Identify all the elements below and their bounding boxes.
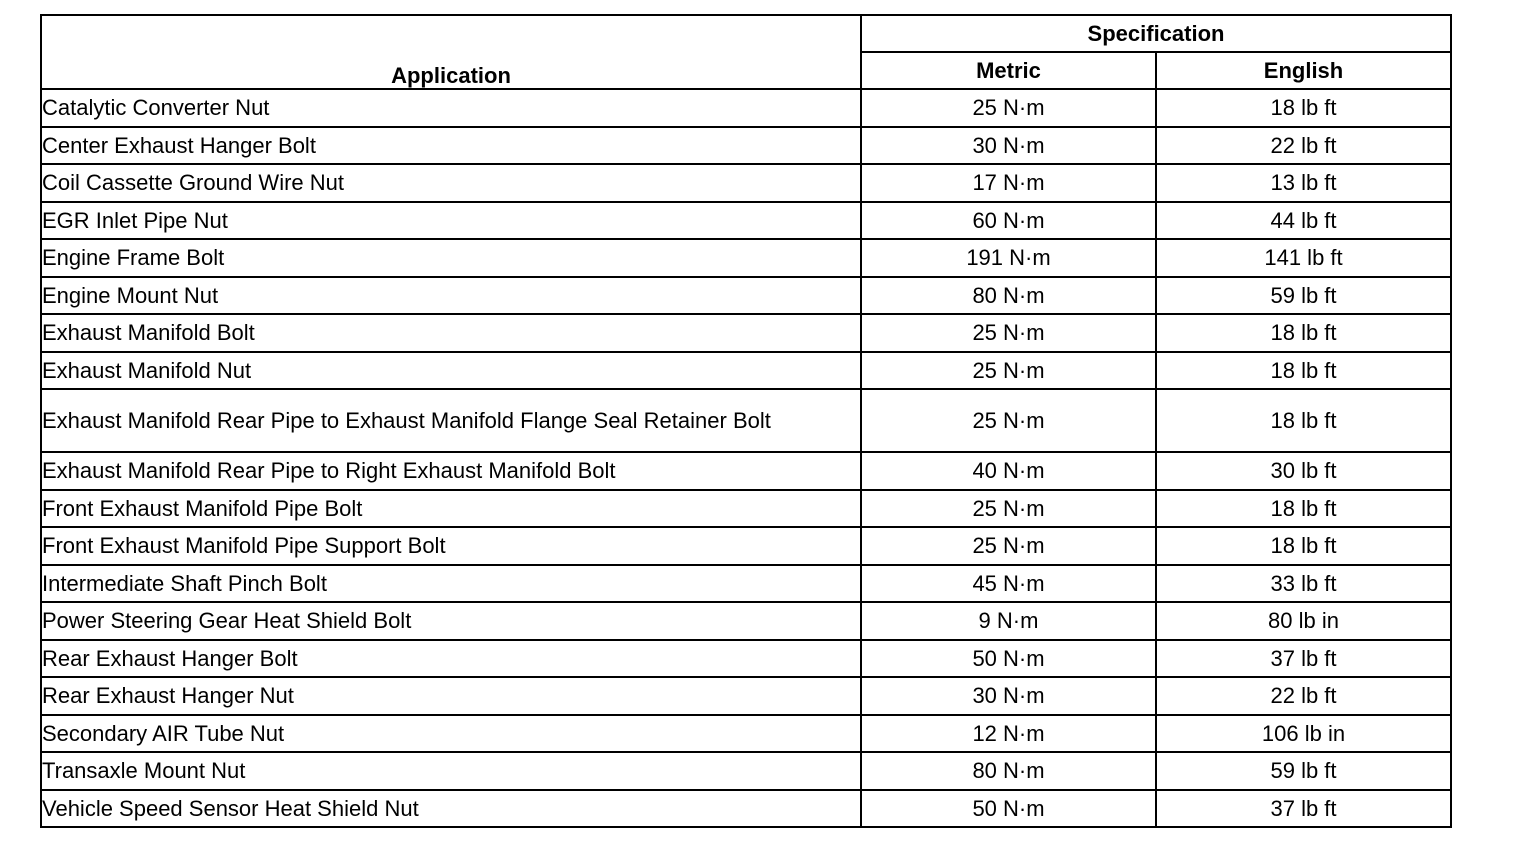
table-row [41, 490, 1451, 528]
english-cell: 13 lb ft [1156, 164, 1451, 202]
metric-cell: 40 N·m [861, 452, 1156, 490]
english-cell: 59 lb ft [1156, 277, 1451, 315]
table-row [41, 790, 1451, 828]
table-row [41, 89, 1451, 127]
metric-cell: 12 N·m [861, 715, 1156, 753]
english-cell: 18 lb ft [1156, 352, 1451, 390]
table-row [41, 602, 1451, 640]
table-row [41, 352, 1451, 390]
table-row [41, 314, 1451, 352]
application-cell: Exhaust Manifold Rear Pipe to Right Exhaust Manifold Bolt [41, 452, 861, 490]
metric-cell: 80 N·m [861, 752, 1156, 790]
metric-cell: 17 N·m [861, 164, 1156, 202]
application-cell: Engine Mount Nut [41, 277, 861, 315]
metric-cell: 80 N·m [861, 277, 1156, 315]
table-row [41, 127, 1451, 165]
table-row [41, 565, 1451, 603]
table-row [41, 202, 1451, 240]
english-cell: 18 lb ft [1156, 89, 1451, 127]
metric-cell: 9 N·m [861, 602, 1156, 640]
metric-cell: 25 N·m [861, 527, 1156, 565]
metric-cell: 50 N·m [861, 640, 1156, 678]
english-cell: 33 lb ft [1156, 565, 1451, 603]
table-row [41, 389, 1451, 452]
application-cell: Engine Frame Bolt [41, 239, 861, 277]
table-row [41, 752, 1451, 790]
english-cell: 59 lb ft [1156, 752, 1451, 790]
application-cell: Exhaust Manifold Rear Pipe to Exhaust Manifold Flange Seal Retainer Bolt [41, 389, 861, 452]
application-cell: Exhaust Manifold Bolt [41, 314, 861, 352]
torque-spec-table [40, 14, 1452, 828]
english-cell: 18 lb ft [1156, 490, 1451, 528]
application-cell: Secondary AIR Tube Nut [41, 715, 861, 753]
english-cell: 37 lb ft [1156, 640, 1451, 678]
metric-cell: 25 N·m [861, 389, 1156, 452]
english-cell: 80 lb in [1156, 602, 1451, 640]
application-cell: Rear Exhaust Hanger Bolt [41, 640, 861, 678]
english-cell: 22 lb ft [1156, 677, 1451, 715]
table-row [41, 452, 1451, 490]
metric-cell: 30 N·m [861, 127, 1156, 165]
application-cell: Transaxle Mount Nut [41, 752, 861, 790]
header-application: Application [41, 15, 861, 89]
metric-cell: 191 N·m [861, 239, 1156, 277]
english-cell: 44 lb ft [1156, 202, 1451, 240]
english-cell: 18 lb ft [1156, 314, 1451, 352]
english-cell: 18 lb ft [1156, 389, 1451, 452]
table-row [41, 640, 1451, 678]
header-metric: Metric [861, 52, 1156, 89]
metric-cell: 30 N·m [861, 677, 1156, 715]
application-cell: Coil Cassette Ground Wire Nut [41, 164, 861, 202]
application-cell: Exhaust Manifold Nut [41, 352, 861, 390]
table-body [41, 89, 1451, 827]
header-specification: Specification [861, 15, 1451, 52]
application-cell: Vehicle Speed Sensor Heat Shield Nut [41, 790, 861, 828]
application-cell: Catalytic Converter Nut [41, 89, 861, 127]
metric-cell: 25 N·m [861, 490, 1156, 528]
table-row [41, 715, 1451, 753]
application-cell: Power Steering Gear Heat Shield Bolt [41, 602, 861, 640]
table-row [41, 164, 1451, 202]
metric-cell: 25 N·m [861, 352, 1156, 390]
application-cell: Front Exhaust Manifold Pipe Bolt [41, 490, 861, 528]
table-row [41, 277, 1451, 315]
application-cell: Center Exhaust Hanger Bolt [41, 127, 861, 165]
table-row [41, 677, 1451, 715]
english-cell: 37 lb ft [1156, 790, 1451, 828]
application-cell: Rear Exhaust Hanger Nut [41, 677, 861, 715]
metric-cell: 45 N·m [861, 565, 1156, 603]
table-row [41, 527, 1451, 565]
header-english: English [1156, 52, 1451, 89]
application-cell: EGR Inlet Pipe Nut [41, 202, 861, 240]
english-cell: 106 lb in [1156, 715, 1451, 753]
english-cell: 141 lb ft [1156, 239, 1451, 277]
metric-cell: 60 N·m [861, 202, 1156, 240]
application-cell: Front Exhaust Manifold Pipe Support Bolt [41, 527, 861, 565]
application-cell: Intermediate Shaft Pinch Bolt [41, 565, 861, 603]
english-cell: 22 lb ft [1156, 127, 1451, 165]
metric-cell: 50 N·m [861, 790, 1156, 828]
metric-cell: 25 N·m [861, 89, 1156, 127]
table-row [41, 239, 1451, 277]
english-cell: 18 lb ft [1156, 527, 1451, 565]
english-cell: 30 lb ft [1156, 452, 1451, 490]
metric-cell: 25 N·m [861, 314, 1156, 352]
